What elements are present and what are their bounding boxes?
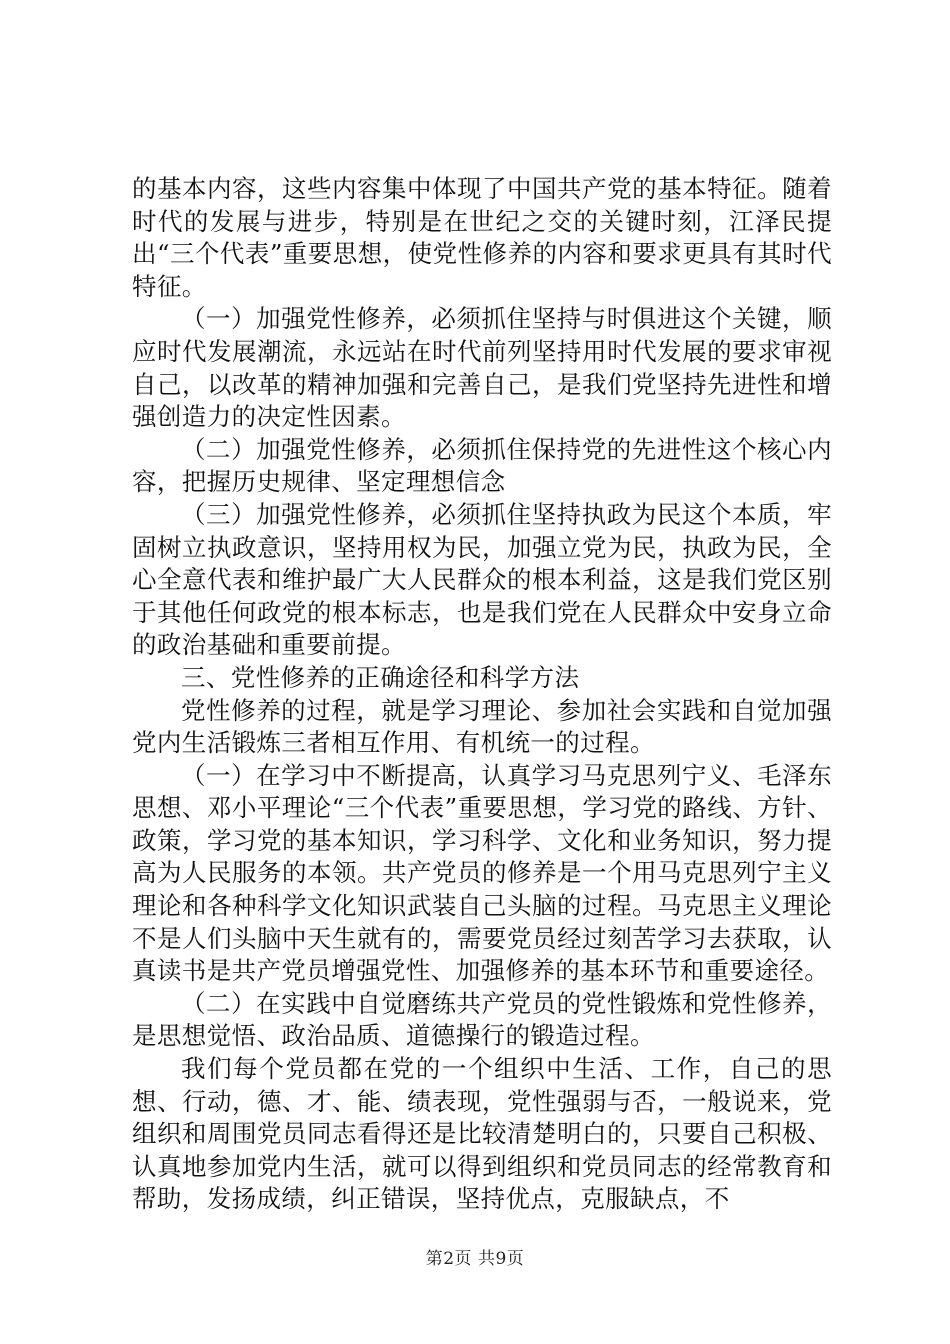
- paragraph: 我们每个党员都在党的一个组织中生活、工作，自己的思想、行动，德、才、能、绩表现，党性强弱与否，一般说来，党组织和周围党员同志看得还是比较清楚明白的，只要自己积极、认真地参加党内生活，就可以得到组织和党员同志的经常教育和帮助，发扬成绩，纠正错误，坚持优点，克服缺点，不: [132, 1054, 832, 1214]
- paragraph: （三）加强党性修养，必须抓住坚持执政为民这个本质，牢固树立执政意识，坚持用权为民，加强立党为民，执政为民，全心全意代表和维护最广大人民群众的根本利益，这是我们党区别于其他任何政党的根本标志，也是我们党在人民群众中安身立命的政治基础和重要前提。: [132, 499, 832, 660]
- document-body: [132, 173, 832, 1216]
- paragraph: （一）加强党性修养，必须抓住坚持与时俱进这个关键，顺应时代发展潮流，永远站在时代前列坚持用时代发展的要求审视自己，以改革的精神加强和完善自己，是我们党坚持先进性和增强创造力的决定性因素。: [132, 304, 832, 432]
- paragraph: （二）加强党性修养，必须抓住保持党的先进性这个核心内容，把握历史规律、坚定理想信念: [132, 434, 832, 497]
- paragraph: （二）在实践中自觉磨练共产党员的党性锻炼和党性修养，是思想觉悟、政治品质、道德操行的锻造过程。: [132, 988, 832, 1051]
- paragraph: 的基本内容，这些内容集中体现了中国共产党的基本特征。随着时代的发展与进步，特别是在世纪之交的关键时刻，江泽民提出“三个代表”重要思想，使党性修养的内容和要求更具有其时代特征。: [132, 174, 832, 301]
- paragraph: 党性修养的过程，就是学习理论、参加社会实践和自觉加强党内生活锻炼三者相互作用、有机统一的过程。: [132, 695, 832, 758]
- paragraph: （一）在学习中不断提高，认真学习马克思列宁义、毛泽东思想、邓小平理论“三个代表”重要思想，学习党的路线、方针、政策，学习党的基本知识，学习科学、文化和业务知识，努力提高为人民服务的本领。共产党员的修养是一个用马克思列宁主义理论和各种科学文化知识武装自己头脑的过程。马克思主义理论不是人们头脑中天生就有的，需要党员经过刻苦学习去获取，认真读书是共产党员增强党性、加强修养的基本环节和重要途径。: [132, 760, 832, 986]
- section-heading: 三、党性修养的正确途径和科学方法: [181, 662, 580, 692]
- page-number-footer: 第2页 共9页: [425, 1249, 525, 1269]
